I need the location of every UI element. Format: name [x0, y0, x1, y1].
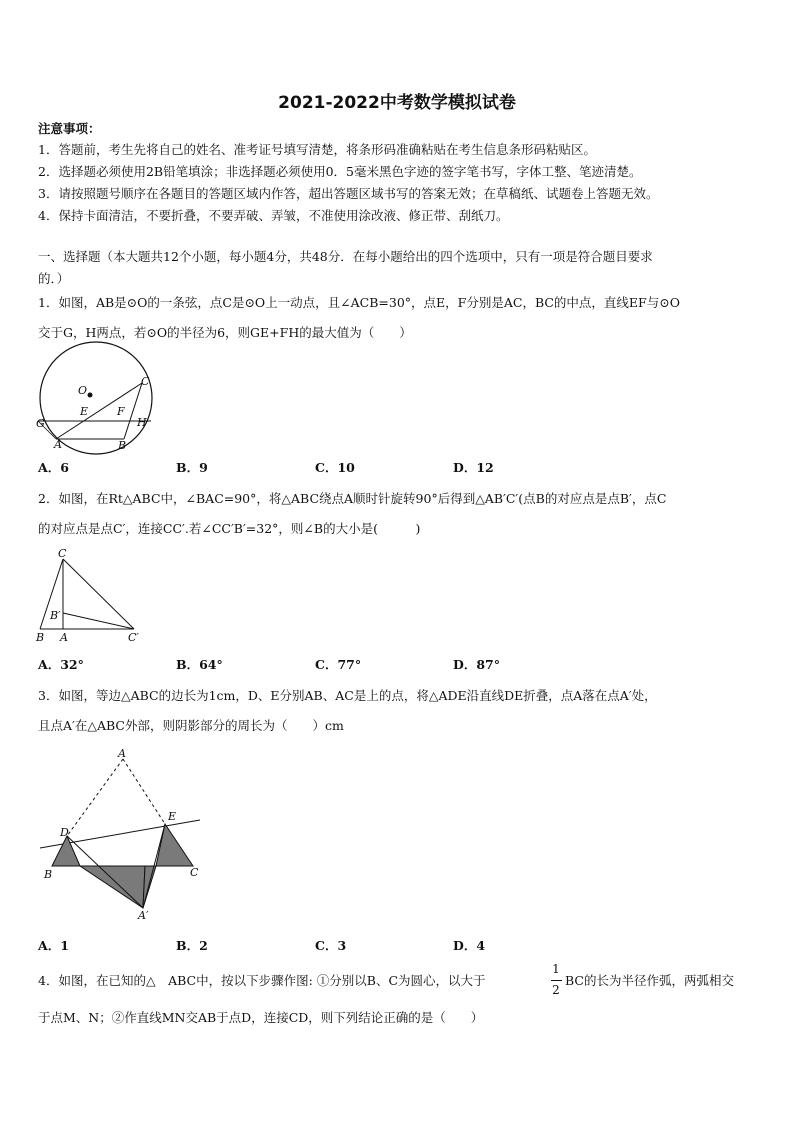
- q4-text-line1a: 4．如图，在已知的△ ABC中，按以下步骤作图: ①分别以B、C为圆心，以大于: [38, 973, 486, 988]
- q2-option-c[interactable]: C．77°: [315, 657, 362, 672]
- q1-text-line2: 交于G，H两点，若⊙O的半径为6，则GE+FH的最大值为（ ）: [38, 325, 412, 340]
- section-heading-cont: 的．）: [38, 271, 70, 286]
- q1-label-O: O: [78, 384, 88, 397]
- q1-label-G: G: [36, 417, 45, 430]
- q1-option-a[interactable]: A．6: [38, 460, 69, 475]
- q1-option-d[interactable]: D．12: [453, 460, 494, 475]
- q2-label-C: C: [58, 547, 67, 560]
- q1-option-c[interactable]: C．10: [315, 460, 355, 475]
- q3-label-A: A: [118, 747, 126, 760]
- q3-fold-figure: [30, 745, 220, 925]
- q3-text-line2: 且点A′在△ABC外部，则阴影部分的周长为（ ）cm: [38, 718, 344, 733]
- q1-label-B: B: [118, 439, 127, 452]
- notice-item: 4．保持卡面清洁，不要折叠，不要弄破、弄皱，不准使用涂改液、修正带、刮纸刀。: [38, 208, 509, 223]
- q2-label-B: B: [36, 631, 45, 644]
- q3-option-d[interactable]: D．4: [453, 938, 486, 953]
- q2-triangle-figure: [30, 545, 155, 645]
- q4-fraction-bar: [551, 980, 562, 981]
- section-heading: 一、选择题（本大题共12个小题，每小题4分，共48分．在每小题给出的四个选项中，只有一项是符合题目要求: [38, 249, 653, 264]
- q4-fraction-numerator: 1: [552, 962, 560, 976]
- q4-fraction-denominator: 2: [552, 983, 560, 997]
- q2-option-b[interactable]: B．64°: [176, 657, 223, 672]
- q2-label-B1: B′: [50, 609, 61, 622]
- q1-circle-figure: [30, 340, 160, 455]
- q3-label-C: C: [190, 866, 199, 879]
- q2-option-d[interactable]: D．87°: [453, 657, 500, 672]
- notice-heading: 注意事项：: [38, 121, 101, 136]
- q1-label-C: C: [141, 375, 150, 388]
- notice-item: 1．答题前，考生先将自己的姓名、准考证号填写清楚，将条形码准确粘贴在考生信息条形码粘贴区。: [38, 142, 596, 157]
- q2-option-a[interactable]: A．32°: [38, 657, 84, 672]
- q1-text-line1: 1．如图，AB是⊙O的一条弦，点C是⊙O上一动点，且∠ACB=30°，点E，F分别是AC，BC的中点，直线EF与⊙O: [38, 295, 680, 310]
- q1-label-F: F: [117, 405, 125, 418]
- q4-text-line1b: BC的长为半径作弧，两弧相交: [565, 973, 734, 988]
- q1-label-A: A: [54, 438, 62, 451]
- page-title: 2021-2022中考数学模拟试卷: [278, 93, 516, 113]
- q3-option-a[interactable]: A．1: [38, 938, 69, 953]
- q1-option-b[interactable]: B．9: [176, 460, 208, 475]
- q2-label-C1: C′: [128, 631, 139, 644]
- q3-option-c[interactable]: C．3: [315, 938, 347, 953]
- q1-label-H: H: [137, 416, 147, 429]
- q2-text-line2: 的对应点是点C′，连接CC′.若∠CC′B′=32°，则∠B的大小是( ): [38, 521, 421, 536]
- q2-text-line1: 2．如图，在Rt△ABC中，∠BAC=90°，将△ABC绕点A顺时针旋转90°后得到△AB′C′(点B的对应点是点B′，点C: [38, 491, 667, 506]
- q2-label-A: A: [60, 631, 68, 644]
- q3-label-D: D: [60, 826, 69, 839]
- q3-option-b[interactable]: B．2: [176, 938, 208, 953]
- notice-item: 2．选择题必须使用2B铅笔填涂；非选择题必须使用0．5毫米黑色字迹的签字笔书写，字体工整、笔迹清楚。: [38, 164, 642, 179]
- q1-label-E: E: [80, 405, 89, 418]
- q3-label-B: B: [44, 868, 53, 881]
- q3-text-line1: 3．如图，等边△ABC的边长为1cm，D、E分别AB、AC是上的点，将△ADE沿直线DE折叠，点A落在点A′处，: [38, 688, 657, 703]
- notice-item: 3．请按照题号顺序在各题目的答题区域内作答，超出答题区域书写的答案无效；在草稿纸、试题卷上答题无效。: [38, 186, 659, 201]
- q3-label-A1: A′: [138, 909, 149, 922]
- q3-label-E: E: [168, 810, 177, 823]
- q4-text-line2: 于点M、N；②作直线MN交AB于点D，连接CD，则下列结论正确的是（ ）: [38, 1010, 484, 1025]
